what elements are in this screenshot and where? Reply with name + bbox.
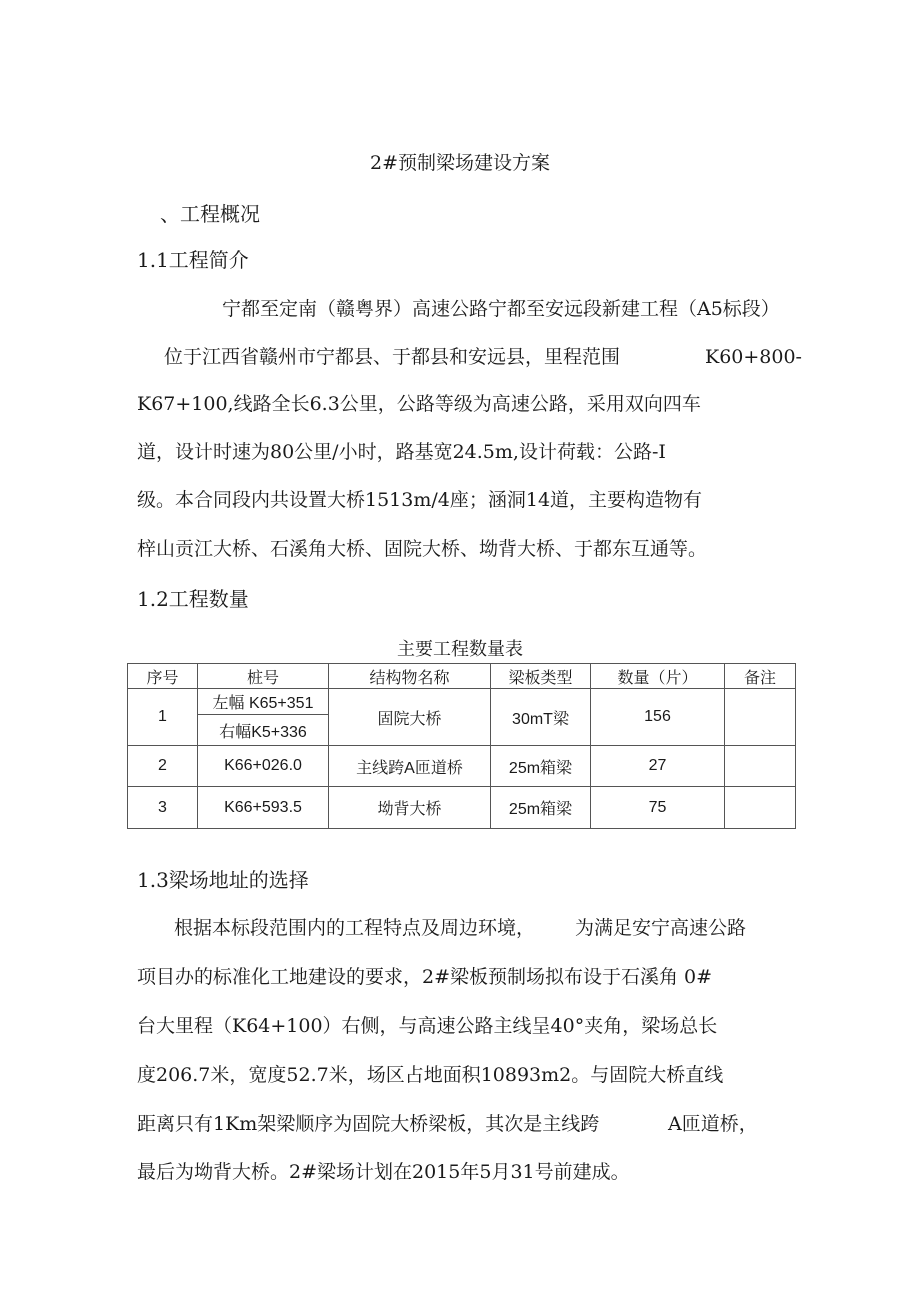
cell-quantity: 156 — [591, 689, 725, 746]
cell-pile-left: 左幅 K65+351 — [198, 689, 329, 715]
cell-structure: 主线跨A匝道桥 — [329, 746, 491, 787]
intro-line-2-mileage: K60+800- — [705, 346, 802, 368]
table-header-row — [128, 664, 796, 689]
header-note: 备注 — [725, 664, 796, 689]
cell-no: 1 — [128, 689, 198, 746]
cell-beam-type: 25m箱梁 — [491, 746, 591, 787]
site-line-4: 度206.7米，宽度52.7米，场区占地面积10893m2。与固院大桥直线 — [137, 1064, 724, 1086]
site-line-5: 距离只有1Km架梁顺序为固院大桥梁板，其次是主线跨 — [137, 1113, 600, 1135]
cell-quantity: 75 — [591, 787, 725, 829]
header-pile: 桩号 — [198, 664, 329, 689]
cell-beam-type: 30mT梁 — [491, 689, 591, 746]
cell-pile: K66+026.0 — [198, 746, 329, 787]
table-caption: 主要工程数量表 — [397, 639, 523, 660]
header-no: 序号 — [128, 664, 198, 689]
heading-1-2: 1.2工程数量 — [137, 587, 249, 611]
cell-structure: 固院大桥 — [329, 689, 491, 746]
table-row — [128, 746, 796, 787]
cell-note — [725, 689, 796, 746]
cell-pile-right: 右幅K5+336 — [198, 715, 329, 746]
cell-pile: K66+593.5 — [198, 787, 329, 829]
table-row — [128, 689, 796, 715]
quantity-table — [127, 663, 796, 829]
site-line-2: 项目办的标准化工地建设的要求，2#梁板预制场拟布设于石溪角 0# — [137, 966, 713, 988]
cell-note — [725, 746, 796, 787]
page-title: 2#预制梁场建设方案 — [369, 152, 550, 174]
site-line-3: 台大里程（K64+100）右侧，与高速公路主线呈40°夹角，梁场总长 — [137, 1015, 718, 1037]
cell-no: 2 — [128, 746, 198, 787]
header-beam-type: 梁板类型 — [491, 664, 591, 689]
intro-line-2: 位于江西省赣州市宁都县、于都县和安远县，里程范围 — [164, 346, 621, 368]
cell-no: 3 — [128, 787, 198, 829]
site-line-6: 最后为坳背大桥。2#梁场计划在2015年5月31号前建成。 — [137, 1161, 630, 1183]
intro-line-5: 级。本合同段内共设置大桥1513m/4座；涵洞14道，主要构造物有 — [137, 489, 703, 511]
cell-beam-type: 25m箱梁 — [491, 787, 591, 829]
cell-note — [725, 787, 796, 829]
heading-1-1: 1.1工程简介 — [137, 248, 249, 272]
site-line-1b: 为满足安宁高速公路 — [575, 917, 747, 939]
intro-line-4: 道，设计时速为80公里/小时，路基宽24.5m,设计荷载：公路-I — [137, 441, 666, 463]
intro-line-3: K67+100,线路全长6.3公里，公路等级为高速公路，采用双向四车 — [137, 393, 701, 415]
header-structure: 结构物名称 — [329, 664, 491, 689]
section-heading-overview: 、工程概况 — [160, 202, 260, 226]
intro-line-1: 宁都至定南（赣粤界）高速公路宁都至安远段新建工程（A5标段） — [222, 298, 780, 320]
header-quantity: 数量（片） — [591, 664, 725, 689]
site-line-5b: A匝道桥， — [668, 1113, 758, 1135]
heading-1-3: 1.3梁场地址的选择 — [137, 868, 309, 892]
cell-quantity: 27 — [591, 746, 725, 787]
site-line-1: 根据本标段范围内的工程特点及周边环境， — [174, 917, 536, 939]
intro-line-6: 梓山贡江大桥、石溪角大桥、固院大桥、坳背大桥、于都东互通等。 — [137, 538, 708, 560]
table-row — [128, 787, 796, 829]
cell-structure: 坳背大桥 — [329, 787, 491, 829]
